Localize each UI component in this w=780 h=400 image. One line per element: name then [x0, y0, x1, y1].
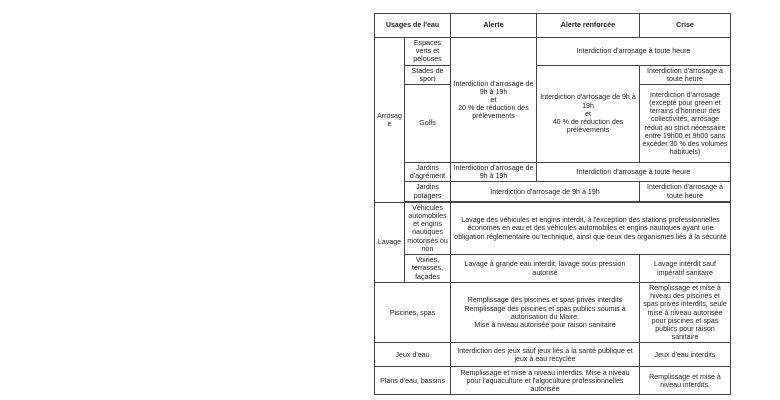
stades-crise: Interdiction d'arrosage à toute heure [640, 65, 731, 84]
arrosage-renforcee: Interdiction d'arrosage de 9h à 19h et 40 % de réduction des prélèvements [537, 65, 640, 162]
plans-crise: Remplissage et mise à niveau interdits. [640, 367, 731, 395]
usage-voiries: Voiries, terrasses, façades [405, 255, 451, 283]
header-alerte: Alerte [451, 14, 537, 38]
voiries-rule: Lavage à grande eau interdit, lavage sous pression autorisé [451, 255, 640, 283]
table-row [375, 65, 731, 84]
arrosage-alerte: Interdiction d'arrosage de 9h à 19h et 20 % de réduction des prélèvements [451, 38, 537, 163]
header-row [375, 14, 731, 38]
voiries-crise: Lavage interdit sauf impératif sanitaire [640, 255, 731, 283]
table-row [375, 163, 731, 182]
water-restrictions-table [374, 13, 731, 395]
usage-jardins-agrement: Jardins d'agrément [405, 163, 451, 182]
piscines-crise: Remplissage et mise à niveau des piscines et spas privés interdits, seule mise à niveau autorisée pour piscines et spas publics pour raison sanitaire [640, 283, 731, 343]
table-row [375, 255, 731, 283]
header-crise: Crise [640, 14, 731, 38]
table-row [375, 202, 731, 254]
category-arrosage: Arrosage [375, 38, 405, 203]
header-alerte-renforcee: Alerte renforcée [537, 14, 640, 38]
piscines-rule: Remplissage des piscines et spas privés interdits Remplissage des piscines et spas publics soumis à autorisation du Maire. Mise à niveau autorisée pour raison sanitaire [451, 283, 640, 343]
table-row [375, 367, 731, 395]
usage-golfs: Golfs [405, 85, 451, 163]
potagers-alerte-renforcee: Interdiction d'arrosage de 9h à 19h [451, 182, 640, 201]
usage-stades: Stades de sport [405, 65, 451, 84]
agrement-renforcee-crise: Interdiction d'arrosage à toute heure [537, 163, 731, 182]
usage-espaces-verts: Espaces verts et pelouses [405, 38, 451, 66]
category-plans: Plans d'eau, bassins [375, 367, 451, 395]
usage-jardins-potagers: Jardins potagers [405, 182, 451, 201]
vehicules-rule: Lavage des véhicules et engins interdit, à l'exception des stations professionnelles économes en eau et des véhicules automobiles et engins nautiques ayant une obligation réglementaire ou technique, ainsi que ceux des organismes liés à la sécurité [451, 202, 731, 254]
golfs-crise: Interdiction d'arrosage (excepté pour green et terrains d'honneur des collectivités, arrosage réduit au strict nécessaire entre 19h00 et 9h00 sans excéder 30 % des volumes habituels) [640, 85, 731, 163]
header-usages: Usages de l'eau [375, 14, 451, 38]
table-row [375, 283, 731, 343]
category-lavage: Lavage [375, 202, 405, 282]
jeux-rule: Interdiction des jeux sauf jeux liés à la santé publique et jeux à eau recyclée [451, 343, 640, 367]
plans-rule: Remplissage et mise à niveau interdits. Mise à niveau pour l'aquaculture et l'algoculture professionnelles autorisée [451, 367, 640, 395]
table-row [375, 343, 731, 367]
jeux-crise: Jeux d'eau interdits [640, 343, 731, 367]
espaces-renforcee-crise: Interdiction d'arrosage à toute heure [537, 38, 731, 66]
category-piscines: Piscines, spas [375, 283, 451, 343]
potagers-crise: Interdiction d'arrosage à toute heure [640, 182, 731, 201]
table-row [375, 182, 731, 201]
usage-vehicules: Véhicules automobiles et engins nautiques motorisés ou non [405, 202, 451, 254]
agrement-alerte: Interdiction d'arrosage de 9h à 19h [451, 163, 537, 182]
table-row [375, 38, 731, 66]
category-jeux: Jeux d'eau [375, 343, 451, 367]
